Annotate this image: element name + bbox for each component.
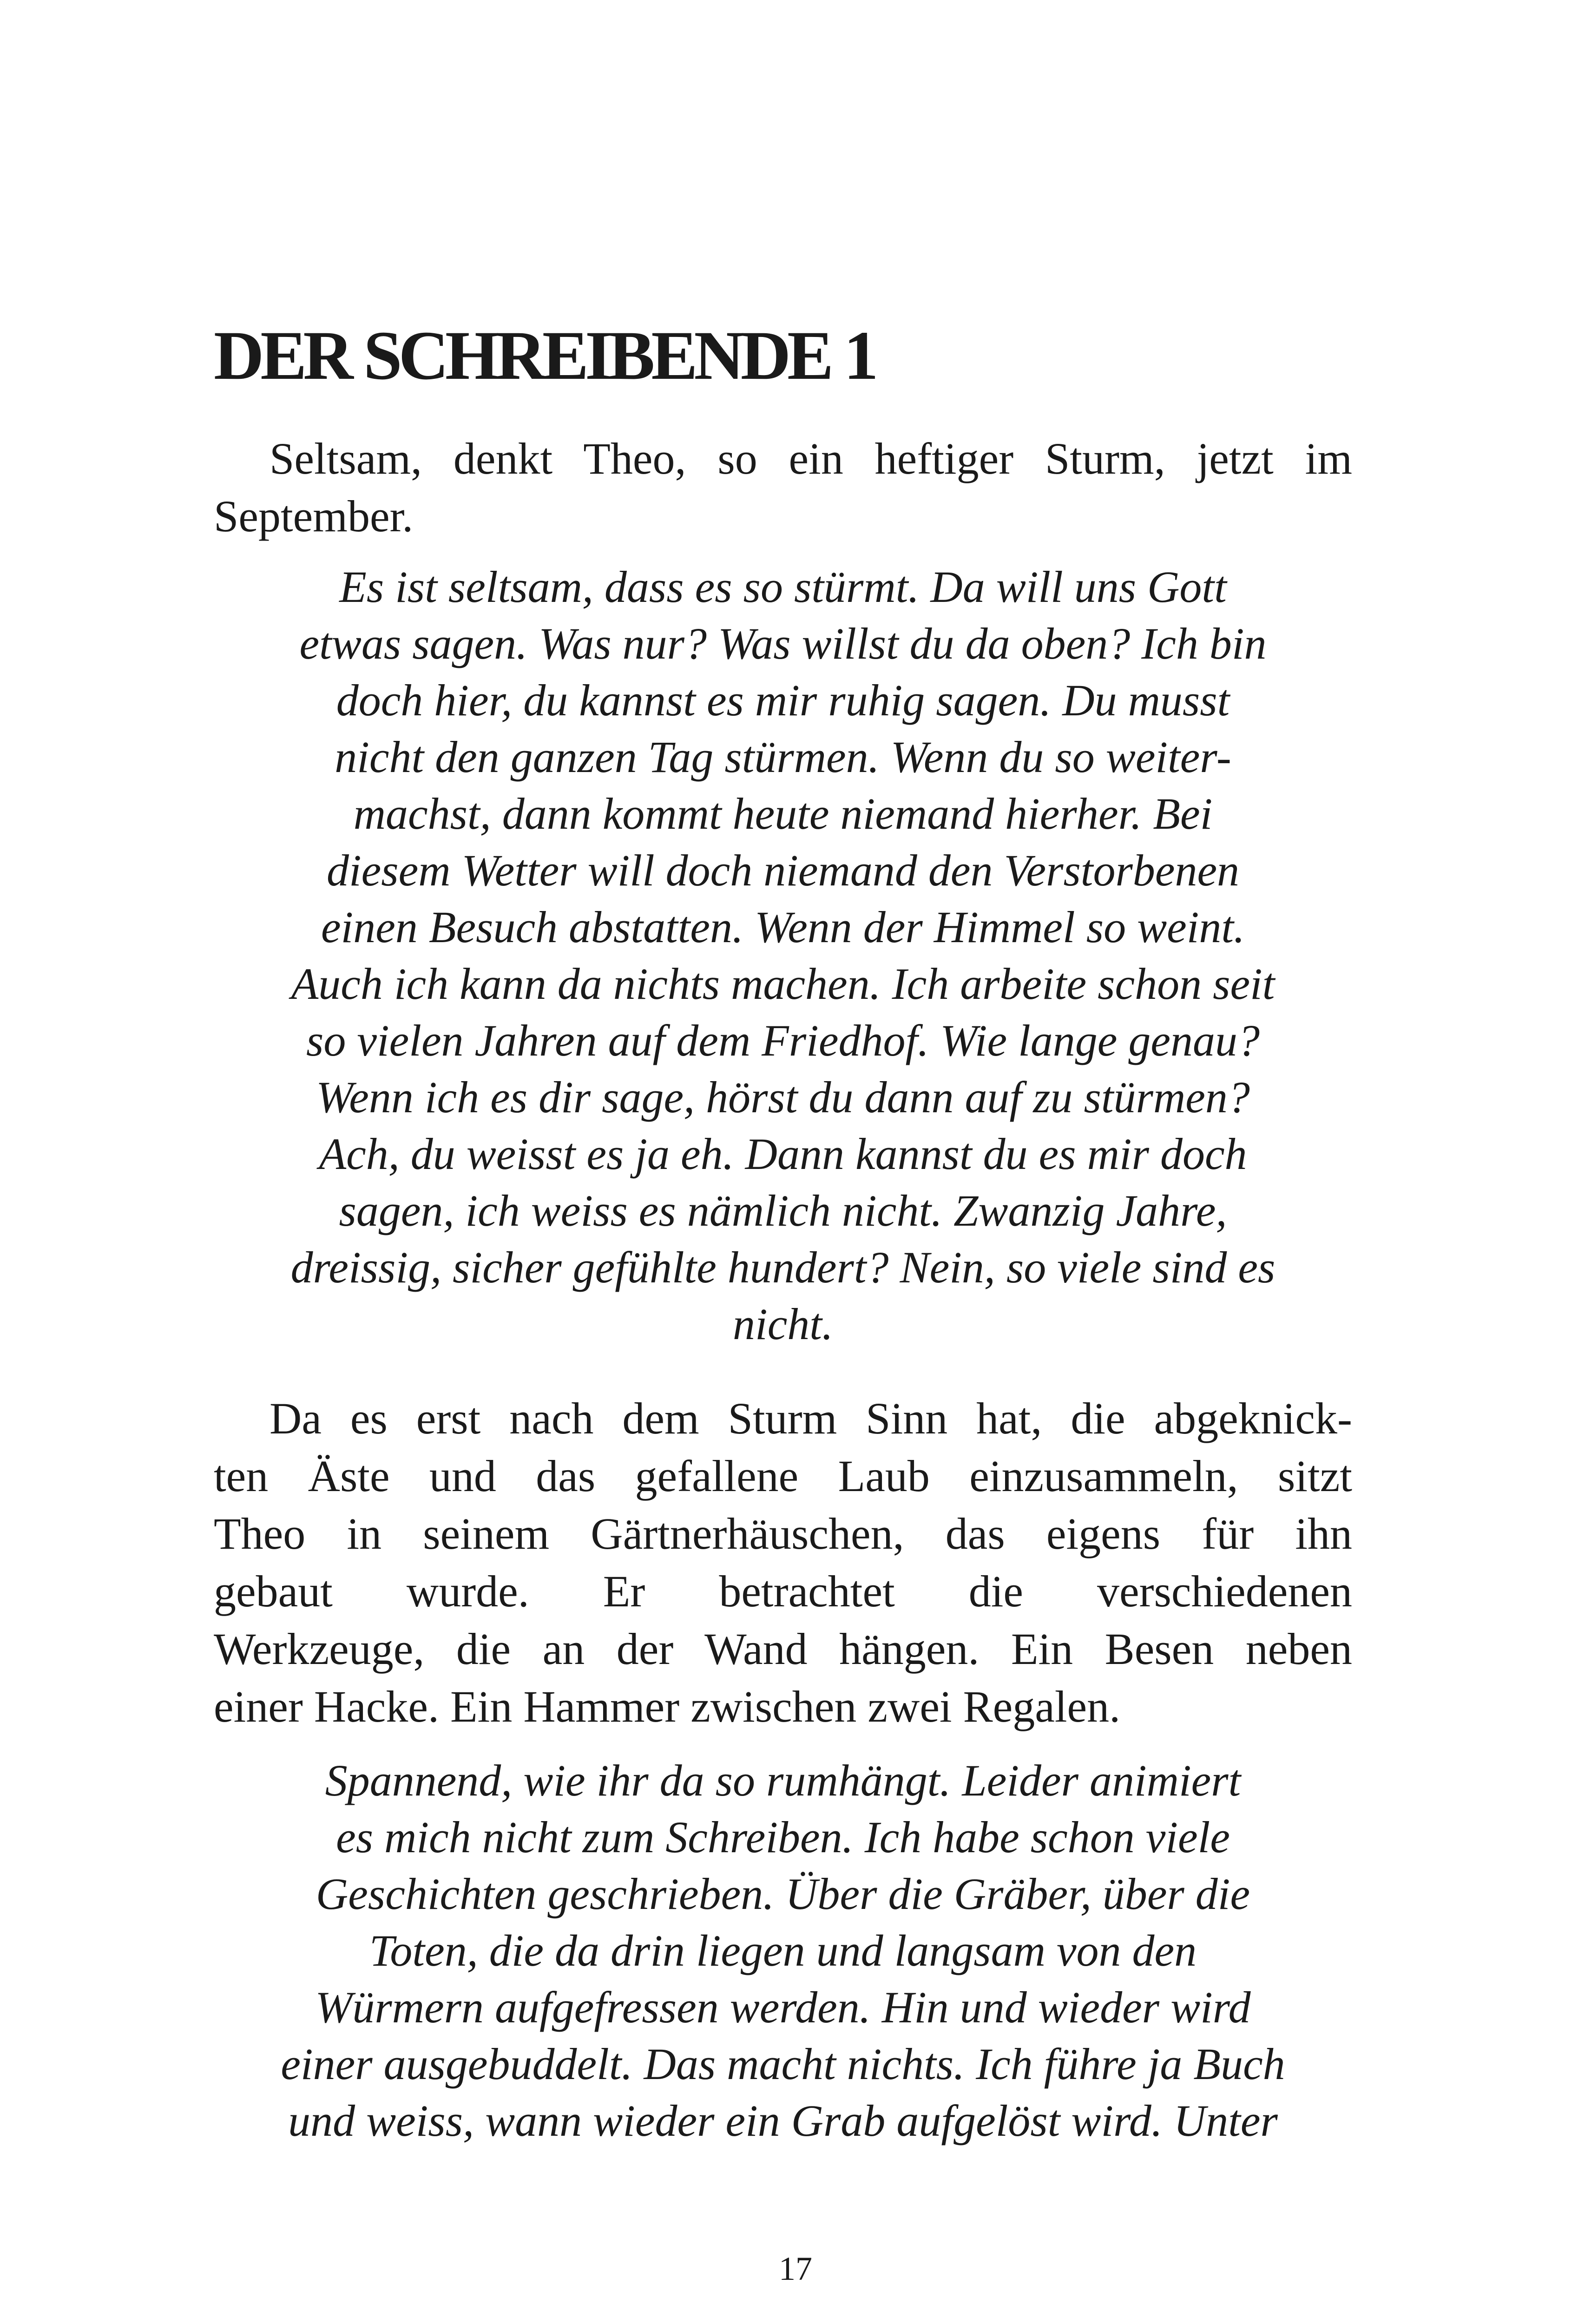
- text-line: Ach, du weisst es ja eh. Dann kannst du es mir doch: [319, 1129, 1247, 1179]
- text-line: Da es erst nach dem Sturm Sinn hat, die abgeknick-: [270, 1393, 1352, 1443]
- text-line: Geschichten geschrieben. Über die Gräber, über die: [316, 1869, 1250, 1919]
- text-line: diesem Wetter will doch niemand den Verstorbenen: [326, 845, 1240, 895]
- paragraph-1: [214, 430, 1352, 545]
- text-line: Toten, die da drin liegen und langsam von den: [369, 1926, 1197, 1975]
- text-line: Theo in seinem Gärtnerhäuschen, das eigens für ihn: [214, 1509, 1352, 1558]
- text-line: September.: [214, 491, 414, 541]
- paragraph-2: [214, 1390, 1352, 1736]
- chapter-title: DER SCHREIBENDE 1: [214, 317, 875, 394]
- text-line: Würmern aufgefressen werden. Hin und wieder wird: [315, 1982, 1251, 2032]
- text-line: Spannend, wie ihr da so rumhängt. Leider animiert: [325, 1756, 1241, 1805]
- text-line: nicht den ganzen Tag stürmen. Wenn du so weiter-: [335, 732, 1231, 782]
- text-line: und weiss, wann wieder ein Grab aufgelöst wird. Unter: [288, 2096, 1278, 2146]
- italic-passage-1: [214, 559, 1352, 1353]
- text-line: nicht.: [733, 1299, 833, 1349]
- text-line: ten Äste und das gefallene Laub einzusammeln, sitzt: [214, 1451, 1352, 1501]
- text-line: einen Besuch abstatten. Wenn der Himmel so weint.: [321, 902, 1245, 952]
- text-line: gebaut wurde. Er betrachtet die verschiedenen: [214, 1566, 1352, 1616]
- text-line: Auch ich kann da nichts machen. Ich arbeite schon seit: [291, 959, 1275, 1009]
- text-line: doch hier, du kannst es mir ruhig sagen. Du musst: [336, 675, 1230, 725]
- page-number: 17: [779, 2250, 812, 2287]
- text-line: dreissig, sicher gefühlte hundert? Nein, so viele sind es: [290, 1242, 1275, 1292]
- text-line: Es ist seltsam, dass es so stürmt. Da will uns Gott: [339, 562, 1227, 612]
- text-line: einer Hacke. Ein Hammer zwischen zwei Regalen.: [214, 1682, 1121, 1731]
- text-line: es mich nicht zum Schreiben. Ich habe schon viele: [336, 1812, 1230, 1862]
- text-line: so vielen Jahren auf dem Friedhof. Wie lange genau?: [306, 1016, 1260, 1065]
- text-line: etwas sagen. Was nur? Was willst du da oben? Ich bin: [299, 619, 1267, 668]
- italic-passage-2: [214, 1752, 1352, 2149]
- text-line: Seltsam, denkt Theo, so ein heftiger Sturm, jetzt im: [270, 434, 1352, 483]
- text-line: einer ausgebuddelt. Das macht nichts. Ich führe ja Buch: [281, 2039, 1285, 2089]
- text-line: Werkzeuge, die an der Wand hängen. Ein Besen neben: [214, 1624, 1352, 1674]
- text-line: sagen, ich weiss es nämlich nicht. Zwanzig Jahre,: [339, 1186, 1227, 1235]
- text-line: Wenn ich es dir sage, hörst du dann auf zu stürmen?: [316, 1072, 1250, 1122]
- text-line: machst, dann kommt heute niemand hierher. Bei: [353, 789, 1213, 838]
